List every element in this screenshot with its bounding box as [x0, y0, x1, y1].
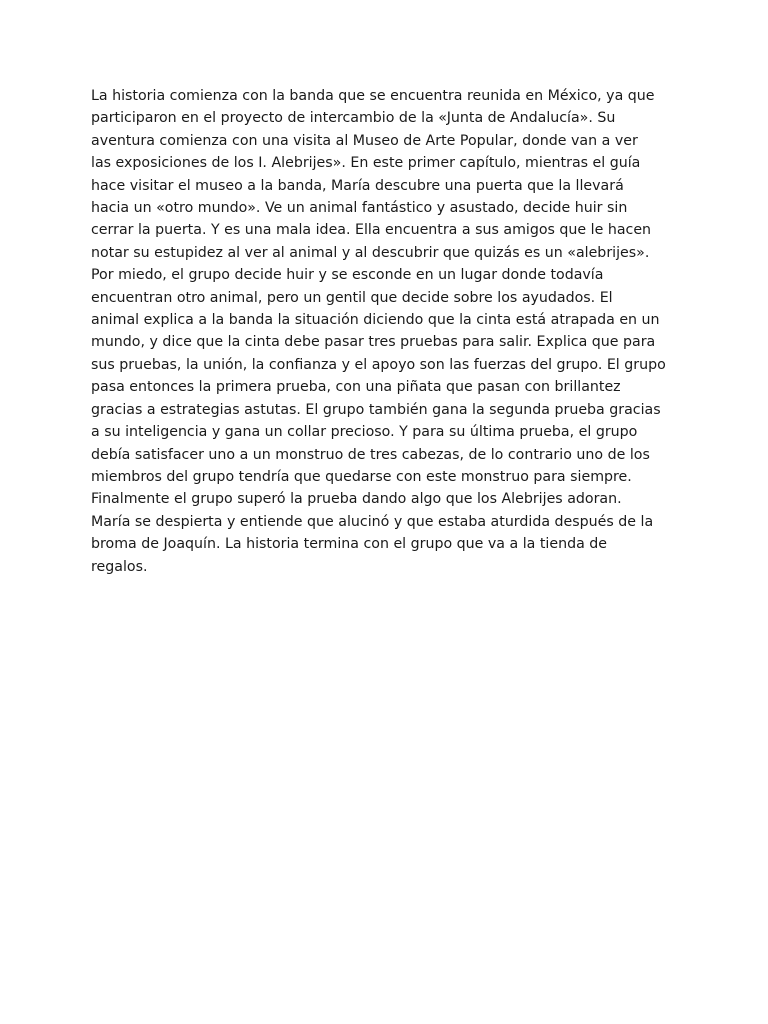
paragraph-line: debía satisfacer uno a un monstruo de tres cabezas, de lo contrario uno de los	[91, 446, 650, 463]
paragraph-line: La historia comienza con la banda que se encuentra reunida en México, ya que	[91, 88, 655, 104]
paragraph-line: cerrar la puerta. Y es una mala idea. Ella encuentra a sus amigos que le hacen	[91, 222, 652, 239]
paragraph-line: a su inteligencia y gana un collar precioso. Y para su última prueba, el grupo	[91, 424, 638, 441]
paragraph-line: pasa entonces la primera prueba, con una piñata que pasan con brillantez	[91, 379, 621, 396]
paragraph-line: miembros del grupo tendría que quedarse con este monstruo para siempre.	[91, 468, 632, 485]
paragraph-line: encuentran otro animal, pero un gentil que decide sobre los ayudados. El	[91, 289, 613, 306]
paragraph-line: Finalmente el grupo superó la prueba dando algo que los Alebrijes adoran.	[91, 491, 622, 508]
paragraph-line: hace visitar el museo a la banda, María descubre una puerta que la llevará	[91, 177, 624, 194]
paragraph-line: hacia un «otro mundo». Ve un animal fantástico y asustado, decide huir sin	[91, 200, 628, 217]
paragraph-line: María se despierta y entiende que alucinó y que estaba aturdida después de la	[91, 513, 654, 530]
paragraph-line: Por miedo, el grupo decide huir y se esconde en un lugar donde todavía	[91, 267, 604, 284]
paragraph-line: participaron en el proyecto de intercambio de la «Junta de Andalucía». Su	[91, 110, 616, 127]
paragraph-line: sus pruebas, la unión, la confianza y el apoyo son las fuerzas del grupo. El grupo	[91, 356, 666, 373]
paragraph-line: notar su estupidez al ver al animal y al descubrir que quizás es un «alebrijes».	[91, 244, 650, 261]
paragraph-line: las exposiciones de los I. Alebrijes». En este primer capítulo, mientras el guía	[91, 155, 641, 172]
paragraph-line: mundo, y dice que la cinta debe pasar tres pruebas para salir. Explica que para	[91, 334, 656, 351]
paragraph-line: gracias a estrategias astutas. El grupo también gana la segunda prueba gracias	[91, 401, 661, 418]
paragraph-line: animal explica a la banda la situación diciendo que la cinta está atrapada en un	[91, 312, 660, 329]
paragraph-line: aventura comienza con una visita al Museo de Arte Popular, donde van a ver	[91, 132, 638, 149]
paragraph-line: regalos.	[91, 558, 148, 575]
body-paragraph	[91, 85, 691, 578]
paragraph-line: broma de Joaquín. La historia termina con el grupo que va a la tienda de	[91, 536, 608, 553]
